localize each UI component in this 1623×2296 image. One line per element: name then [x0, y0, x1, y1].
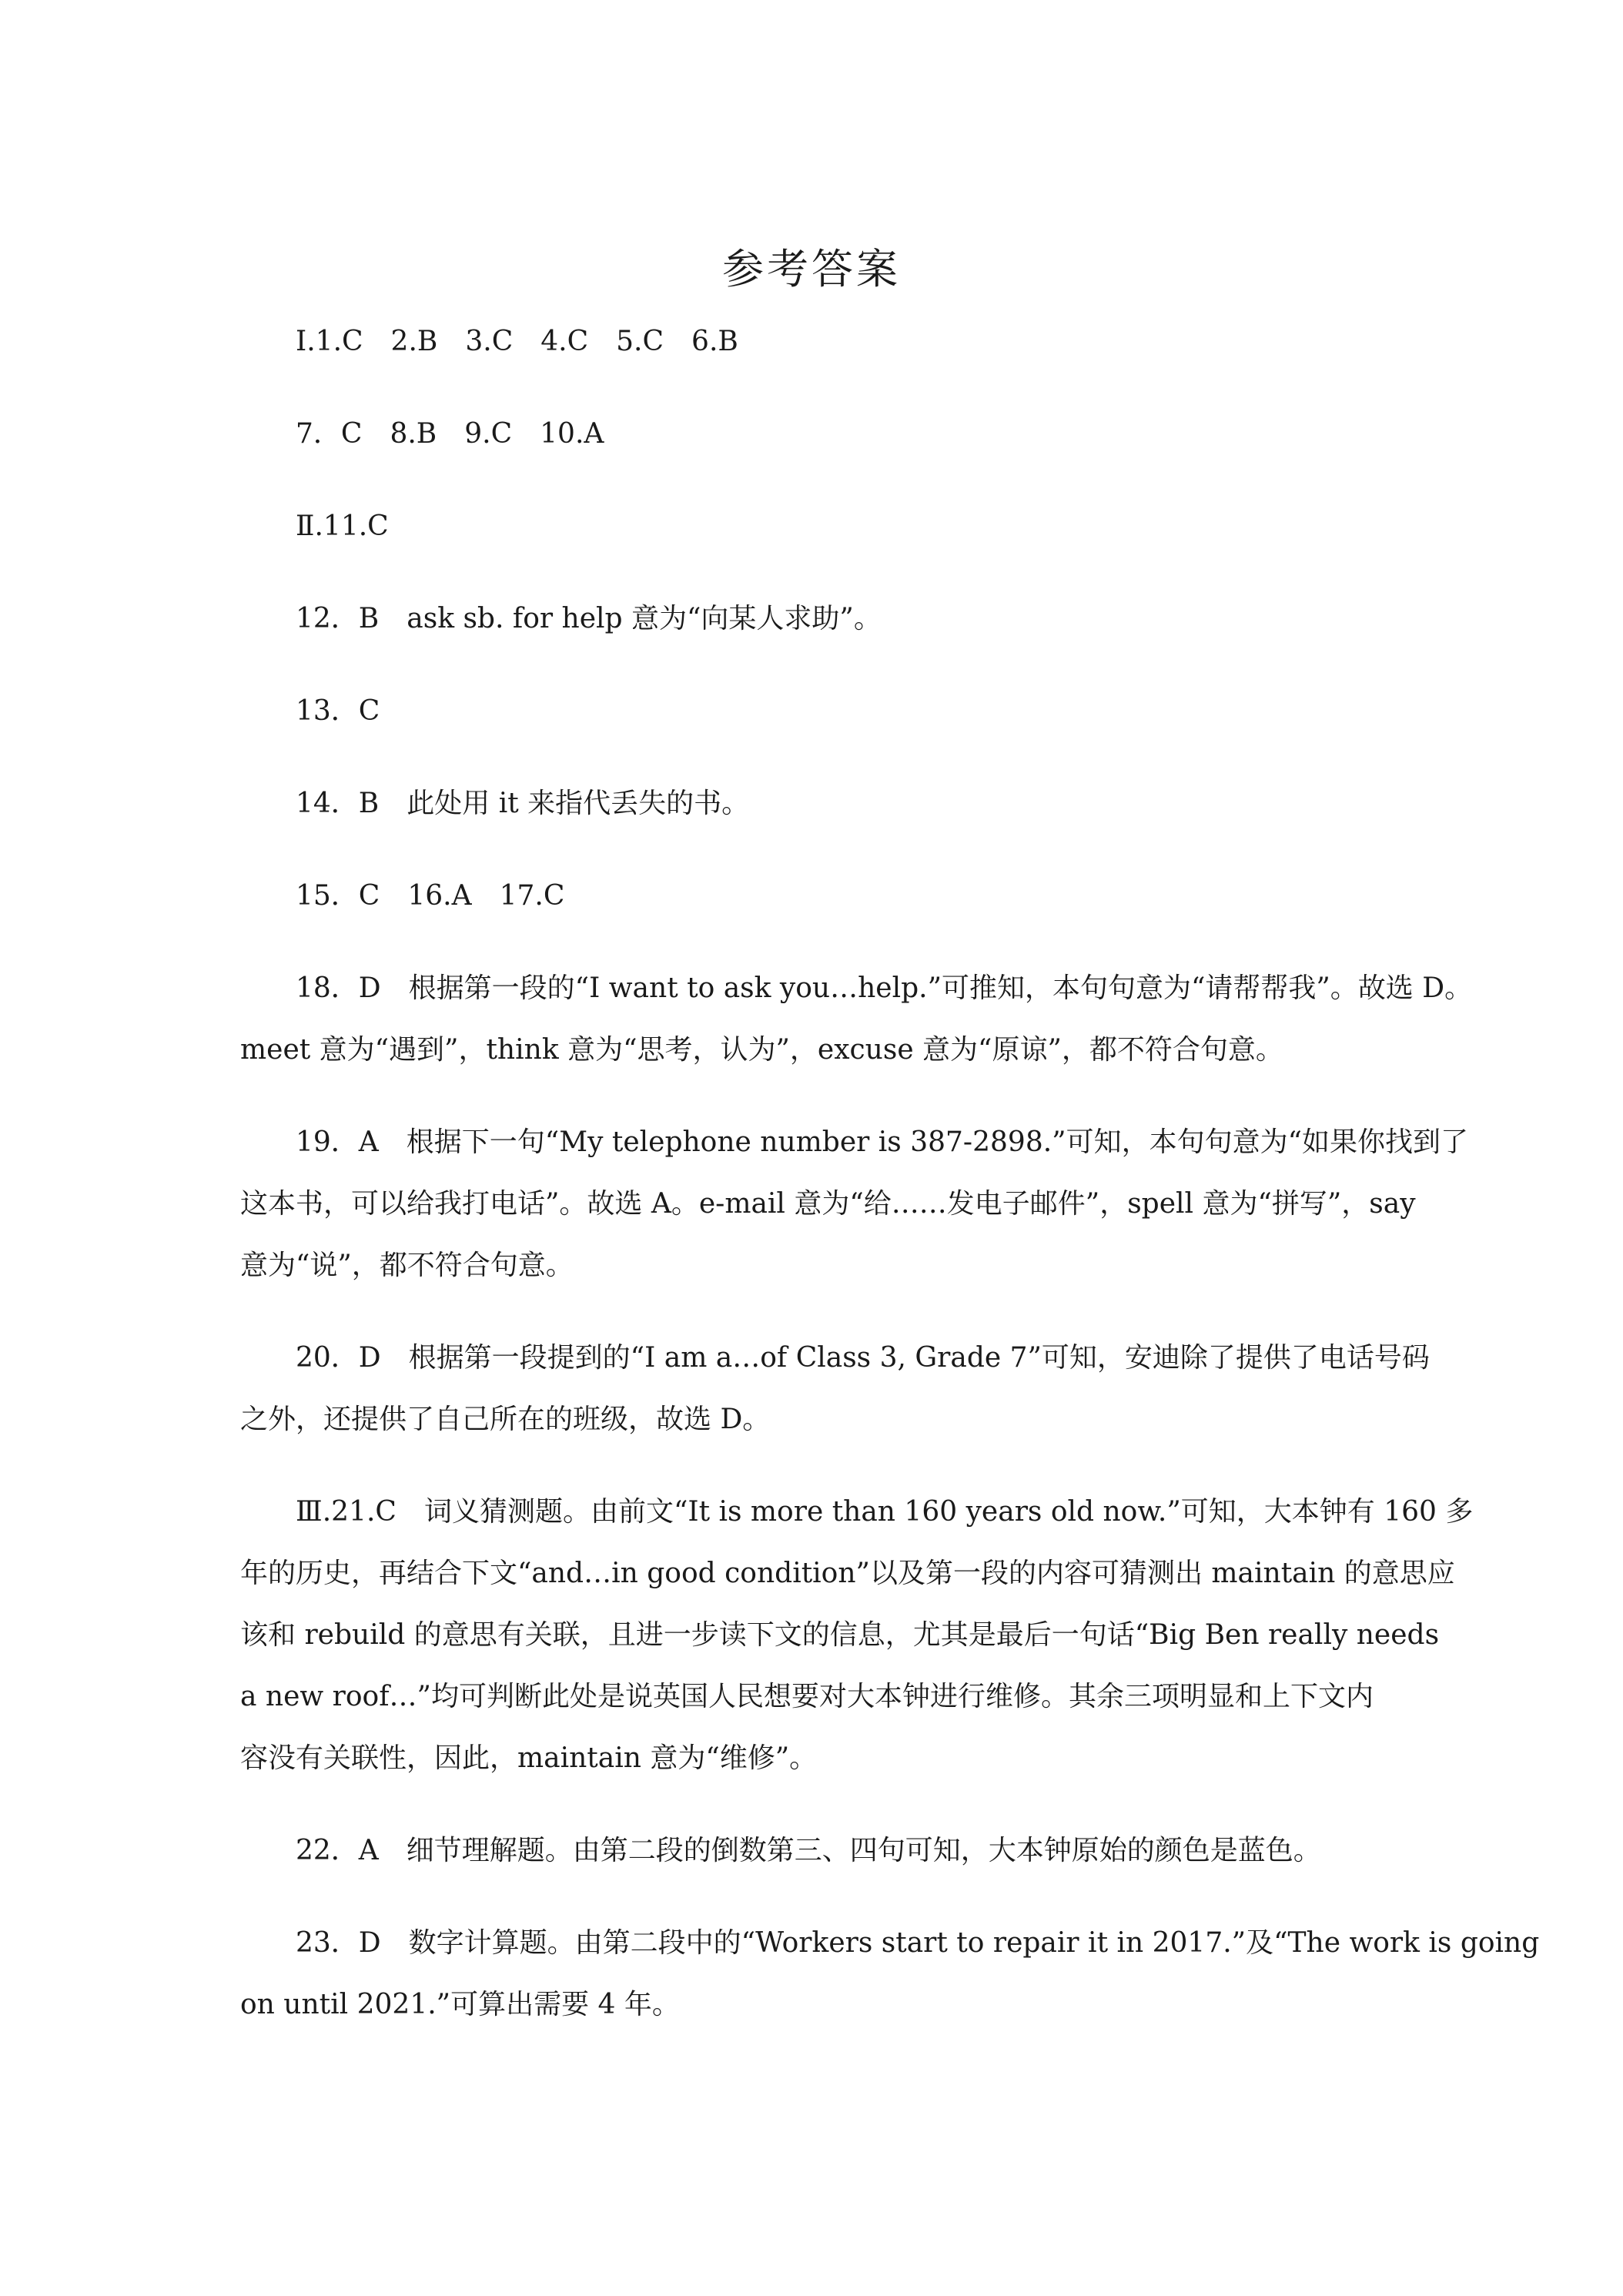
answer-21-line-2: 年的历史，再结合下文“and…in good condition”以及第一段的内容可猜测出 maintain 的意思应	[240, 1558, 1455, 1589]
answer-19-line-3: 意为“说”，都不符合句意。	[240, 1250, 574, 1281]
answer-20-line-1: 20．D 根据第一段提到的“I am a…of Class 3, Grade 7”可知，安迪除了提供了电话号码	[296, 1342, 1430, 1374]
answer-23-line-2: on until 2021.”可算出需要 4 年。	[240, 1989, 680, 2020]
answer-20-line-2: 之外，还提供了自己所在的班级，故选 D。	[240, 1404, 771, 1435]
answer-19-line-2: 这本书，可以给我打电话”。故选 A。e-mail 意为“给……发电子邮件”，spell 意为“拼写”，say	[240, 1188, 1416, 1220]
answer-line-1: Ⅰ.1.C 2.B 3.C 4.C 5.C 6.B	[296, 326, 738, 357]
answer-18-line-2: meet 意为“遇到”，think 意为“思考，认为”，excuse 意为“原谅”，都不符合句意。	[240, 1034, 1283, 1066]
answer-21-line-3: 该和 rebuild 的意思有关联，且进一步读下文的信息，尤其是最后一句话“Big Ben really needs	[240, 1619, 1440, 1651]
answer-19-line-1: 19．A 根据下一句“My telephone number is 387-2898.”可知，本句句意为“如果你找到了	[296, 1126, 1468, 1158]
answer-line-3: Ⅱ.11.C	[296, 510, 389, 542]
answer-line-2: 7．C 8.B 9.C 10.A	[296, 418, 604, 450]
answer-line-7: 15．C 16.A 17.C	[296, 880, 565, 912]
answer-21-line-1: Ⅲ.21.C 词义猜测题。由前文“It is more than 160 years old now.”可知，大本钟有 160 多	[296, 1496, 1474, 1528]
answer-line-6: 14．B 此处用 it 来指代丢失的书。	[296, 788, 750, 819]
answer-23-line-1: 23．D 数字计算题。由第二段中的“Workers start to repair it in 2017.”及“The work is going	[296, 1927, 1540, 1959]
answer-21-line-5: 容没有关联性，因此，maintain 意为“维修”。	[240, 1742, 818, 1774]
page-title: 参考答案	[722, 245, 901, 294]
answer-22: 22．A 细节理解题。由第二段的倒数第三、四句可知，大本钟原始的颜色是蓝色。	[296, 1835, 1321, 1866]
answer-line-5: 13．C	[296, 695, 380, 727]
answer-18-line-1: 18．D 根据第一段的“I want to ask you…help.”可推知，本句句意为“请帮帮我”。故选 D。	[296, 972, 1473, 1004]
answer-line-4: 12．B ask sb. for help 意为“向某人求助”。	[296, 603, 882, 634]
answer-21-line-4: a new roof…”均可判断此处是说英国人民想要对大本钟进行维修。其余三项明显和上下文内	[240, 1681, 1374, 1712]
